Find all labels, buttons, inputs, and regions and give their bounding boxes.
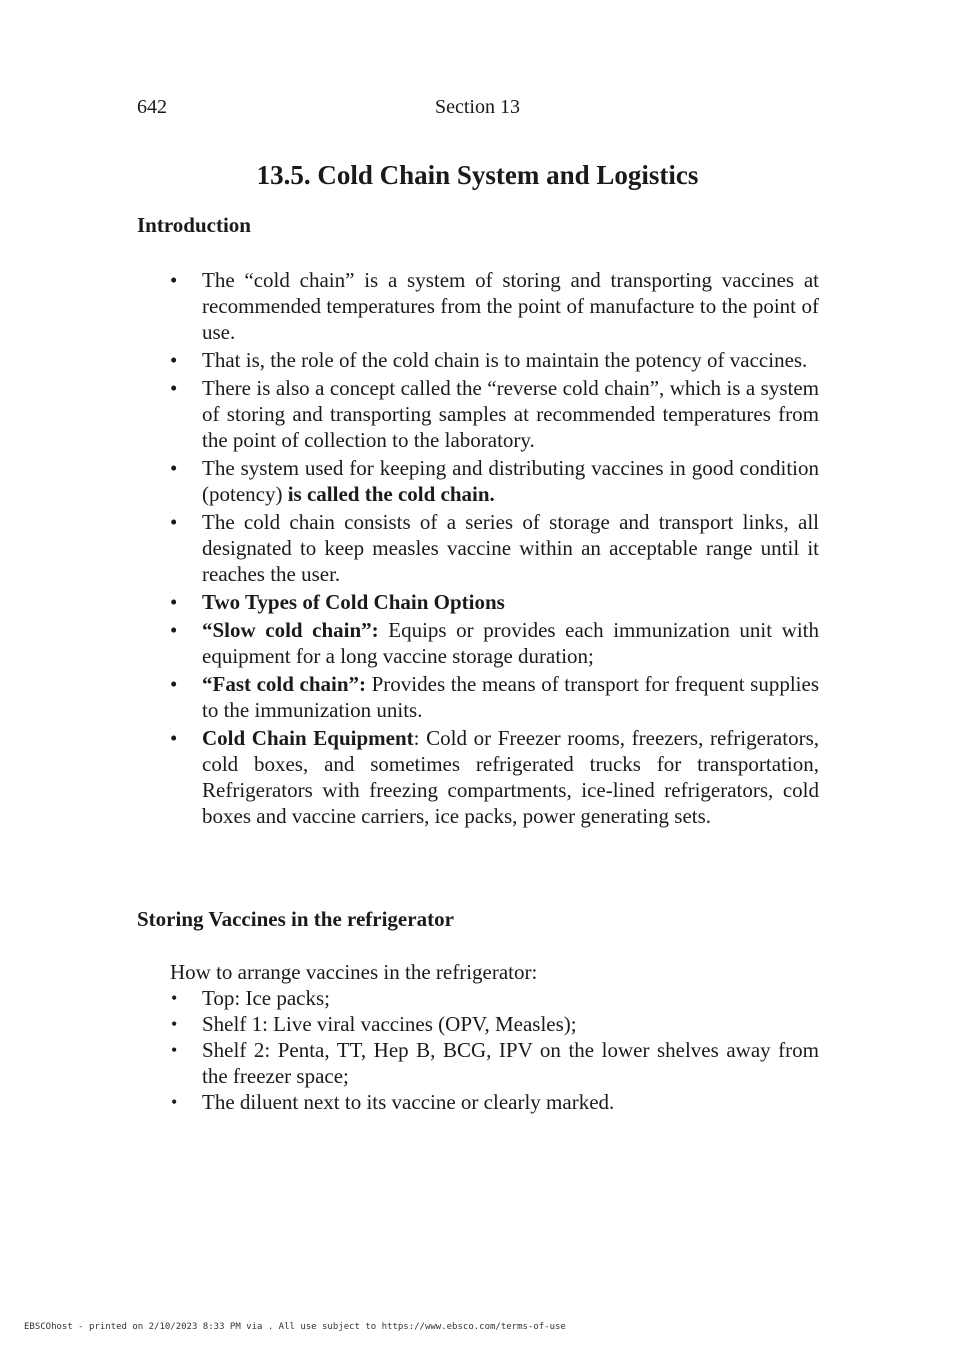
list-item: • “Slow cold chain”: Equips or provides each immunization unit with equipment for a long vaccine storage duration; — [170, 618, 819, 668]
bullet-icon: • — [171, 1040, 178, 1060]
bullet-icon: • — [170, 590, 178, 614]
bullet-icon: • — [170, 726, 178, 750]
introduction-heading: Introduction — [137, 213, 251, 237]
running-header-section: Section 13 — [435, 96, 520, 118]
introduction-bullet-list — [0, 267, 955, 831]
print-footer: EBSCOhost - printed on 2/10/2023 8:33 PM via . All use subject to https://www.ebsco.com/terms-of-use — [24, 1322, 566, 1332]
bullet-icon: • — [171, 1092, 178, 1112]
bullet-icon: • — [170, 376, 178, 400]
list-item: • Shelf 1: Live viral vaccines (OPV, Measles); — [171, 1012, 577, 1036]
bullet-icon: • — [170, 348, 178, 372]
storing-lead-text: How to arrange vaccines in the refrigerator: — [170, 960, 538, 984]
bullet-icon: • — [170, 456, 178, 480]
list-item: • “Fast cold chain”: Provides the means of transport for frequent supplies to the immunization units. — [170, 672, 819, 722]
list-item: • The “cold chain” is a system of storing and transporting vaccines at recommended temperatures from the point of manufacture to the point of use. — [170, 268, 819, 344]
bullet-icon: • — [170, 618, 178, 642]
section-title: 13.5. Cold Chain System and Logistics — [256, 160, 699, 190]
list-item: • Two Types of Cold Chain Options — [170, 590, 505, 614]
list-item: • There is also a concept called the “reverse cold chain”, which is a system of storing and transporting samples at recommended temperatures from the point of collection to the laboratory. — [170, 376, 819, 452]
list-item: • That is, the role of the cold chain is to maintain the potency of vaccines. — [170, 348, 808, 372]
bullet-icon: • — [170, 268, 178, 292]
storing-vaccines-heading: Storing Vaccines in the refrigerator — [137, 907, 454, 931]
list-item: • Top: Ice packs; — [171, 986, 330, 1010]
bullet-icon: • — [170, 510, 178, 534]
list-item: • Shelf 2: Penta, TT, Hep B, BCG, IPV on the lower shelves away from the freezer space; — [171, 1038, 819, 1088]
list-item: • The system used for keeping and distributing vaccines in good condition (potency) is called the cold chain. — [170, 456, 819, 506]
bullet-icon: • — [171, 988, 178, 1008]
list-item: • Cold Chain Equipment: Cold or Freezer rooms, freezers, refrigerators, cold boxes, and sometimes refrigerated trucks for transportation, Refrigerators with freezing compartments, ice-lined refrigerators, cold boxes and vaccine carriers, ice packs, power generating sets. — [170, 726, 820, 828]
list-item: • The diluent next to its vaccine or clearly marked. — [171, 1090, 615, 1114]
bullet-icon: • — [171, 1014, 178, 1034]
page-number: 642 — [137, 96, 167, 118]
list-item: • The cold chain consists of a series of storage and transport links, all designated to keep measles vaccine within an acceptable range until it reaches the user. — [170, 510, 819, 586]
bullet-icon: • — [170, 672, 178, 696]
storing-bullet-list — [0, 985, 955, 1115]
